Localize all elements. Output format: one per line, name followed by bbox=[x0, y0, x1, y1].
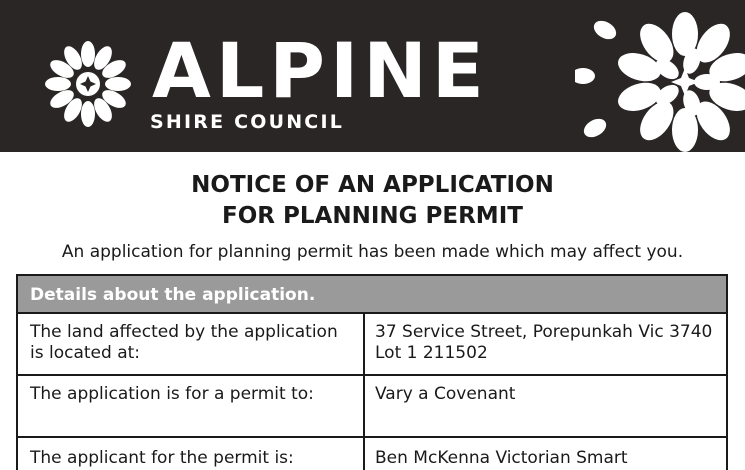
table-row bbox=[18, 438, 726, 470]
row-label: The applicant for the permit is: bbox=[18, 438, 365, 470]
brand-name: ALPINE bbox=[152, 26, 489, 115]
council-banner bbox=[0, 0, 745, 152]
snowflake-flower-icon bbox=[36, 38, 140, 130]
notice-title-line2: FOR PLANNING PERMIT bbox=[222, 203, 523, 229]
application-details-table bbox=[16, 274, 728, 470]
row-value: Vary a Covenant bbox=[375, 384, 516, 404]
row-value: 37 Service Street, Porepunkah Vic 3740 Lot 1 211502 bbox=[375, 322, 713, 363]
brand-subtitle: SHIRE COUNCIL bbox=[150, 111, 345, 133]
row-label: The land affected by the application is located at: bbox=[18, 314, 365, 374]
leaf-flower-pattern-icon bbox=[575, 0, 745, 152]
row-value: Ben McKenna Victorian Smart bbox=[375, 448, 628, 468]
details-header: Details about the application. bbox=[18, 276, 726, 314]
row-label: The application is for a permit to: bbox=[18, 376, 365, 436]
notice-intro: An application for planning permit has been made which may affect you. bbox=[61, 242, 684, 262]
table-row bbox=[18, 314, 726, 376]
notice-title-line1: NOTICE OF AN APPLICATION bbox=[191, 172, 554, 198]
table-row bbox=[18, 376, 726, 438]
notice-title bbox=[0, 170, 745, 232]
